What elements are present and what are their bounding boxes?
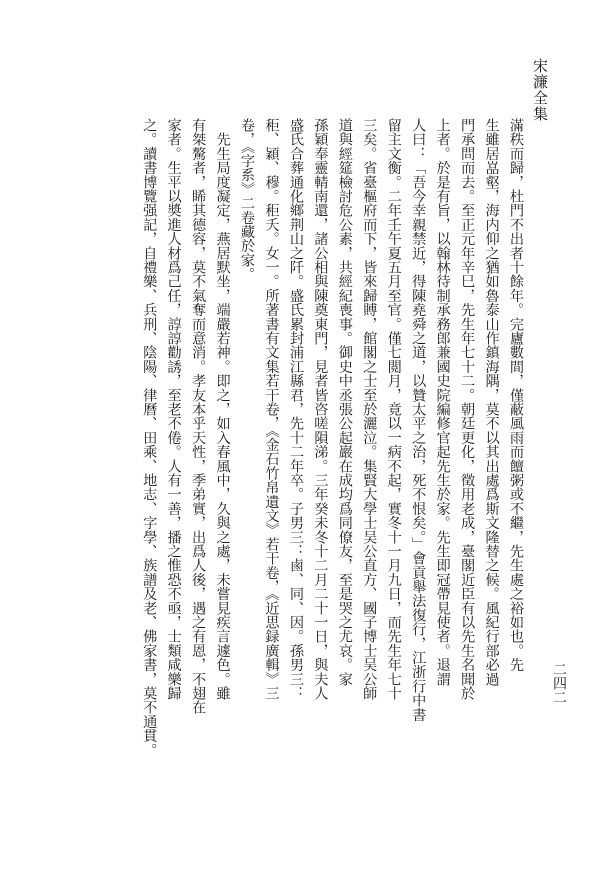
text-line: 卷，《字系》二卷藏於家。 [239,118,256,282]
text-line: 之。讀書博覽强記，自禮樂、兵刑、陰陽、律曆、田乘、地志、字學、族譜及老、佛家書，莫不通貫。 [141,118,158,757]
page-number: 二四二 [551,662,567,704]
text-line: 生雖居嵓壑，海内仰之猶如魯泰山作鎮海隅，莫不以其出處爲斯文隆替之候。風紀行部必過 [483,118,500,686]
text-body [88,118,528,808]
text-line: 家者。生平以奬進人材爲己任，諄諄勸誘，至老不倦。人有一善，播之惟恐不亟，士類咸樂歸 [165,118,182,701]
text-line: 上者。於是有旨，以翰林待制承務郎兼國史院編修官起先生於家。先生即冠帶見使者。退謂 [434,118,451,686]
text-line: 秬、穎、穆。秬夭。女一。所著書有文集若干卷，《金石竹帛遺文》若干卷，《近思録廣輯》三 [263,118,280,701]
text-line: 有桀驁者，睎其德容，莫不氣奪而意消。孝友本乎天性，季弟實，出爲人後，遇之有恩，不翅在 [190,118,207,715]
text-line: 盛氏合葬通化鄉荆山之阡。盛氏累封浦江縣君，先十二年卒。子男三：鹵、同、因。孫男三： [287,118,304,701]
running-title: 宋濂全集 [531,58,549,122]
text-line: 道與經筵檢討危公素，共經紀喪事。御史中丞張公起巖在成均爲同僚友，至是哭之尤哀。家 [336,118,353,686]
text-line: 人曰：「吾今幸親禁近，得陳堯舜之道，以贊太平之治，死不恨矣。」會貢舉法復行，江浙行中書 [410,118,427,722]
text-line: 留主文衡。二年壬午夏五月至官。僅七閲月，竟以一病不起，實冬十一月九日，而先生年七十 [385,118,402,701]
text-line: 孫穎奉靈輤南還，諸公相與陳奠東門，見者皆咨嗟隕涕。三年癸未冬十二月二十一日，與夫人 [312,118,329,701]
text-line: 先生局度凝定，燕居默坐，端嚴若神。即之，如入春風中，久與之處，未嘗見疾言遽色。雖 [214,118,231,701]
text-line: 滿秩而歸，杜門不出者十餘年。完廬數間，僅蔽風雨而饘粥或不繼，先生處之裕如也。先 [508,118,524,672]
text-line: 三矣。省臺樞府而下，皆來歸賻，館閣之士至於灑泣。集賢大學士吴公直方、國子博士吴公師 [361,118,378,701]
text-line: 門承問而去。至正元年辛巳，先生年七十二。朝廷更化，徵用老成，臺閣近臣有以先生名聞於 [459,118,476,701]
